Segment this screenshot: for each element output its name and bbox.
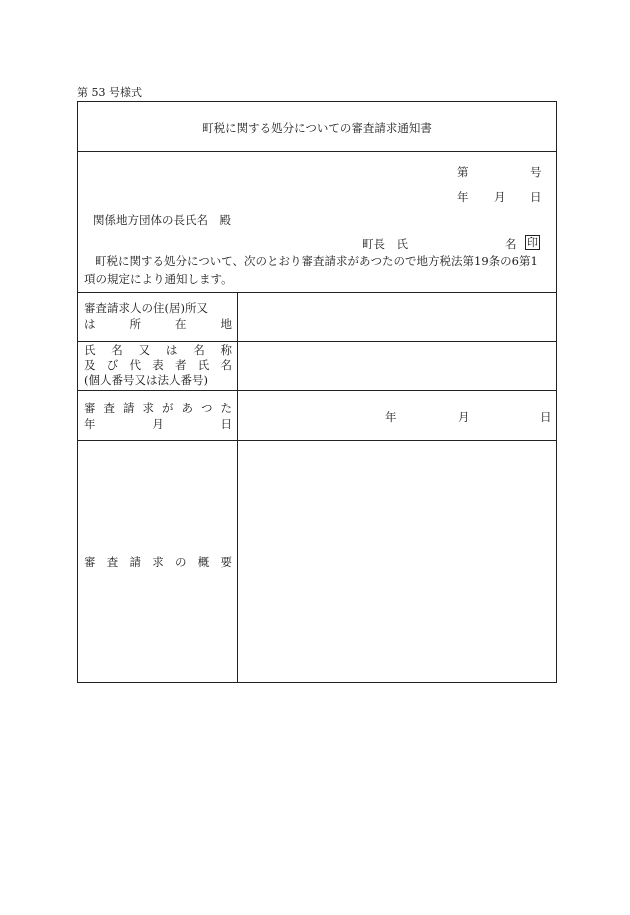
address-label-line2: は 所 在 地 <box>84 317 232 331</box>
date-month-label: 月 <box>494 190 506 204</box>
form-title: 町税に関する処分についての審査請求通知書 <box>202 121 432 135</box>
summary-label: 審 査 請 求 の 概 要 <box>84 555 232 569</box>
header-section <box>78 152 556 293</box>
summary-row <box>78 441 556 682</box>
name-label-cell <box>78 342 238 390</box>
addressee: 関係地方団体の長氏名 殿 <box>93 213 231 227</box>
address-label-line1: 審査請求人の住(居)所又 <box>84 301 208 315</box>
name-label-line2: 及 び 代 表 者 氏 名 <box>84 358 232 372</box>
notice-body: 町税に関する処分について、次のとおり審査請求があつたので地方税法第19条の6第1項の規定により通知します。 <box>84 254 538 286</box>
notice-form <box>77 101 557 683</box>
name-row <box>78 342 556 391</box>
mayor-name-label: 名 <box>505 237 517 251</box>
request-date-label-cell <box>78 391 238 440</box>
form-number: 第 53 号様式 <box>77 86 142 99</box>
name-label-line1: 氏 名 又 は 名 称 <box>84 343 232 357</box>
title-section <box>78 102 556 152</box>
summary-label-cell <box>78 441 238 682</box>
request-date-label-line2: 年 月 日 <box>84 417 232 431</box>
request-date-year: 年 <box>385 410 397 424</box>
name-label-line3: (個人番号又は法人番号) <box>84 373 208 387</box>
address-row <box>78 293 556 342</box>
request-date-label-line1: 審 査 請 求 が あ つ た <box>84 401 232 415</box>
mayor-label: 町長 氏 <box>362 237 408 251</box>
date-day-label: 日 <box>530 190 542 204</box>
number-suffix: 号 <box>530 165 542 179</box>
request-date-row <box>78 391 556 441</box>
request-date-month: 月 <box>458 410 470 424</box>
number-prefix: 第 <box>457 165 469 179</box>
seal-mark: 印 <box>527 236 538 249</box>
date-year-label: 年 <box>457 190 469 204</box>
request-date-day: 日 <box>540 410 552 424</box>
address-label-cell <box>78 293 238 341</box>
request-date-value <box>238 391 556 440</box>
